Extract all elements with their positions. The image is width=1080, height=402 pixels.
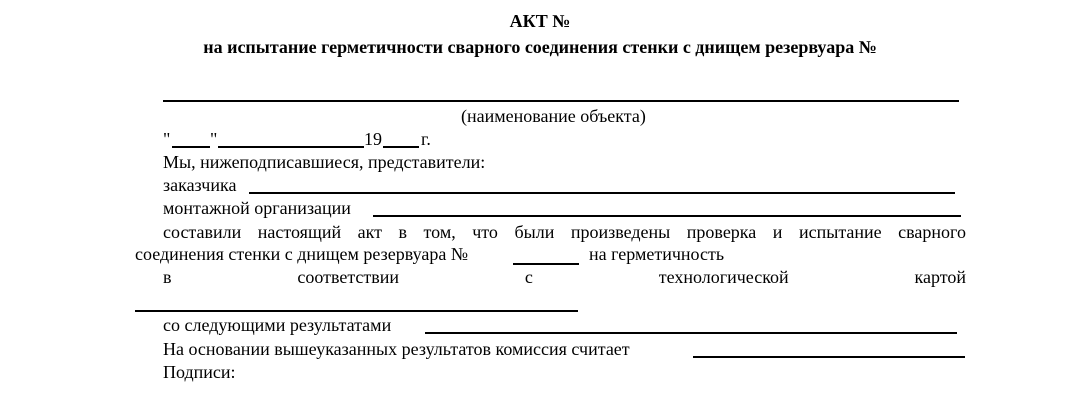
document-title: АКТ № [509,11,571,31]
justified-word: технологической [658,267,789,287]
body-line-1: составили настоящий акт в том, что были произведены проверка и испытание сварного [163,222,966,242]
results-label: со следующими результатами [163,315,392,335]
tech-card-line[interactable] [135,310,578,312]
document-subtitle: на испытание герметичности сварного соединения стенки с днищем резервуара № [203,37,877,57]
body-line-2b: на герметичность [589,244,725,264]
object-name-line[interactable] [163,100,959,102]
installer-label: монтажной организации [163,198,351,218]
installer-line[interactable] [373,215,961,217]
object-name-caption: (наименование объекта) [461,106,646,126]
justified-word: с [524,267,533,287]
intro-text: Мы, нижеподписавшиеся, представители: [163,152,486,172]
results-line[interactable] [425,332,957,334]
date-day-line[interactable] [172,146,210,148]
reservoir-number-line[interactable] [513,263,579,265]
date-year-suffix: г. [421,129,431,149]
justified-word: в [163,267,172,287]
date-year-line[interactable] [383,146,419,148]
conclusion-label: На основании вышеуказанных результатов комиссия считает [163,339,630,359]
date-quote-close: " [210,129,218,149]
body-line-2a: соединения стенки с днищем резервуара № [135,244,469,264]
justified-word: соответствии [297,267,400,287]
conclusion-line[interactable] [693,356,965,358]
customer-label: заказчика [163,175,237,195]
justified-line [163,266,966,288]
date-quote-open: " [163,129,171,149]
customer-line[interactable] [249,192,955,194]
justified-word: картой [914,267,966,287]
date-year-prefix: 19 [364,129,382,149]
date-month-line[interactable] [218,146,364,148]
signatures-label: Подписи: [163,362,236,382]
